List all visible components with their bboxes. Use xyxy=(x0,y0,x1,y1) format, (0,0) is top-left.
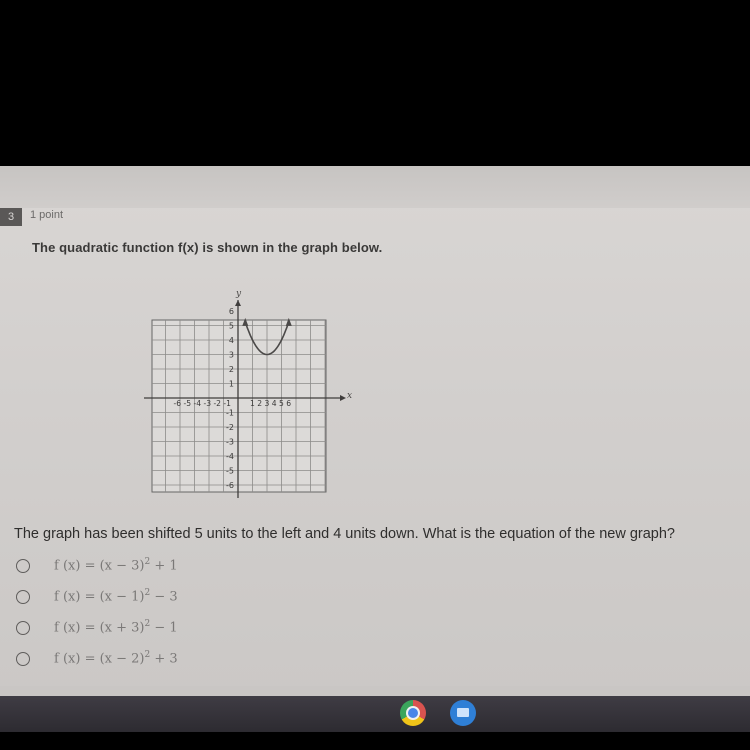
y-tick-label: -1 xyxy=(226,408,234,418)
choice-exponent: 2 xyxy=(144,588,151,598)
y-tick-label: 1 xyxy=(228,379,234,389)
page-bottom-edge xyxy=(0,686,750,696)
points-label: 1 point xyxy=(30,209,64,221)
y-tick-label: -5 xyxy=(226,466,234,476)
radio-button[interactable] xyxy=(16,621,30,635)
question-prompt: The quadratic function f(x) is shown in the graph below. xyxy=(32,240,383,255)
y-axis-label: y xyxy=(236,289,242,299)
choice-fx: f (x) xyxy=(54,651,85,667)
question-number-badge: 3 xyxy=(0,208,22,226)
choice-constant: − 1 xyxy=(150,620,178,636)
y-tick-label: 2 xyxy=(228,365,234,374)
choice-base: = (x − 1) xyxy=(84,589,145,605)
choice-exponent: 2 xyxy=(144,619,151,629)
y-tick-label: -2 xyxy=(226,423,234,432)
choice-exponent: 2 xyxy=(144,650,151,660)
y-tick-label: -6 xyxy=(226,481,234,490)
shift-question-text: The graph has been shifted 5 units to the left and 4 units down. What is the equation of the new graph? xyxy=(14,526,675,542)
choice-fx: f (x) xyxy=(54,558,85,574)
choice-base: = (x − 2) xyxy=(84,651,145,667)
choice-fx: f (x) xyxy=(54,589,85,605)
files-icon[interactable] xyxy=(450,700,476,726)
radio-button[interactable] xyxy=(16,559,30,573)
choice-base: = (x − 3) xyxy=(84,558,145,574)
quiz-screen xyxy=(0,166,750,696)
x-axis-label: x xyxy=(347,391,353,401)
y-tick-label: 4 xyxy=(228,336,234,345)
y-tick-label: 5 xyxy=(228,321,234,331)
choice-equation xyxy=(54,650,178,666)
choice-equation xyxy=(54,557,178,573)
choice-fx: f (x) xyxy=(54,620,85,636)
x-tick-labels-positive: 1 2 3 4 5 6 xyxy=(250,399,292,408)
chrome-icon[interactable] xyxy=(400,700,426,726)
choice-constant: + 3 xyxy=(150,651,178,667)
y-tick-label: -4 xyxy=(226,452,234,461)
y-tick-label: -3 xyxy=(226,437,234,447)
x-tick-labels-negative: -6 -5 -4 -3 -2 -1 xyxy=(173,399,231,408)
y-axis-arrow xyxy=(235,300,241,306)
taskbar xyxy=(0,696,750,732)
graph-svg xyxy=(140,288,360,500)
parabola-graph xyxy=(140,288,360,500)
choice-equation xyxy=(54,619,178,635)
top-strip xyxy=(0,166,750,208)
choice-constant: + 1 xyxy=(150,558,178,574)
choice-exponent: 2 xyxy=(144,557,151,567)
choice-equation xyxy=(54,588,178,604)
radio-button[interactable] xyxy=(16,652,30,666)
choice-base: = (x + 3) xyxy=(84,620,145,636)
radio-button[interactable] xyxy=(16,590,30,604)
y-tick-label: 3 xyxy=(228,350,234,360)
y-tick-label: 6 xyxy=(228,307,234,316)
choice-constant: − 3 xyxy=(150,589,178,605)
x-axis-arrow xyxy=(340,395,346,401)
